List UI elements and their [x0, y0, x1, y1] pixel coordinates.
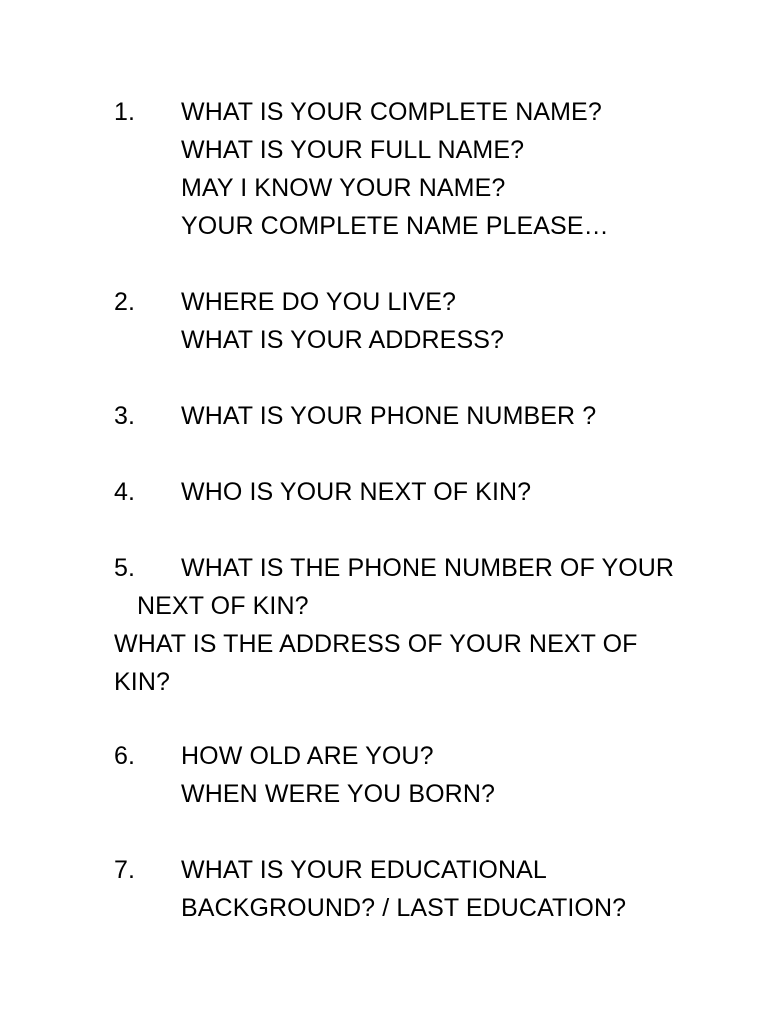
item-number: 2.: [114, 288, 136, 316]
question-line: WHAT IS YOUR PHONE NUMBER ?: [181, 402, 597, 430]
question-line: WHAT IS THE PHONE NUMBER OF YOUR: [181, 554, 675, 582]
item-number: 1.: [114, 98, 136, 126]
question-line: WHEN WERE YOU BORN?: [181, 780, 495, 808]
question-line: WHAT IS YOUR ADDRESS?: [181, 326, 505, 354]
question-line: WHAT IS YOUR FULL NAME?: [181, 136, 525, 164]
question-line: WHAT IS THE ADDRESS OF YOUR NEXT OF: [114, 630, 638, 658]
question-line: BACKGROUND? / LAST EDUCATION?: [181, 894, 627, 922]
item-number: 6.: [114, 742, 136, 770]
question-line: HOW OLD ARE YOU?: [181, 742, 434, 770]
question-line: WHAT IS YOUR COMPLETE NAME?: [181, 98, 602, 126]
item-number: 4.: [114, 478, 136, 506]
question-line: NEXT OF KIN?: [137, 592, 309, 620]
question-line: YOUR COMPLETE NAME PLEASE…: [181, 212, 609, 240]
item-number: 3.: [114, 402, 136, 430]
question-line: KIN?: [114, 668, 170, 696]
question-line: WHO IS YOUR NEXT OF KIN?: [181, 478, 532, 506]
item-number: 5.: [114, 554, 136, 582]
item-number: 7.: [114, 856, 136, 884]
question-line: WHERE DO YOU LIVE?: [181, 288, 457, 316]
question-line: WHAT IS YOUR EDUCATIONAL: [181, 856, 547, 884]
question-line: MAY I KNOW YOUR NAME?: [181, 174, 506, 202]
